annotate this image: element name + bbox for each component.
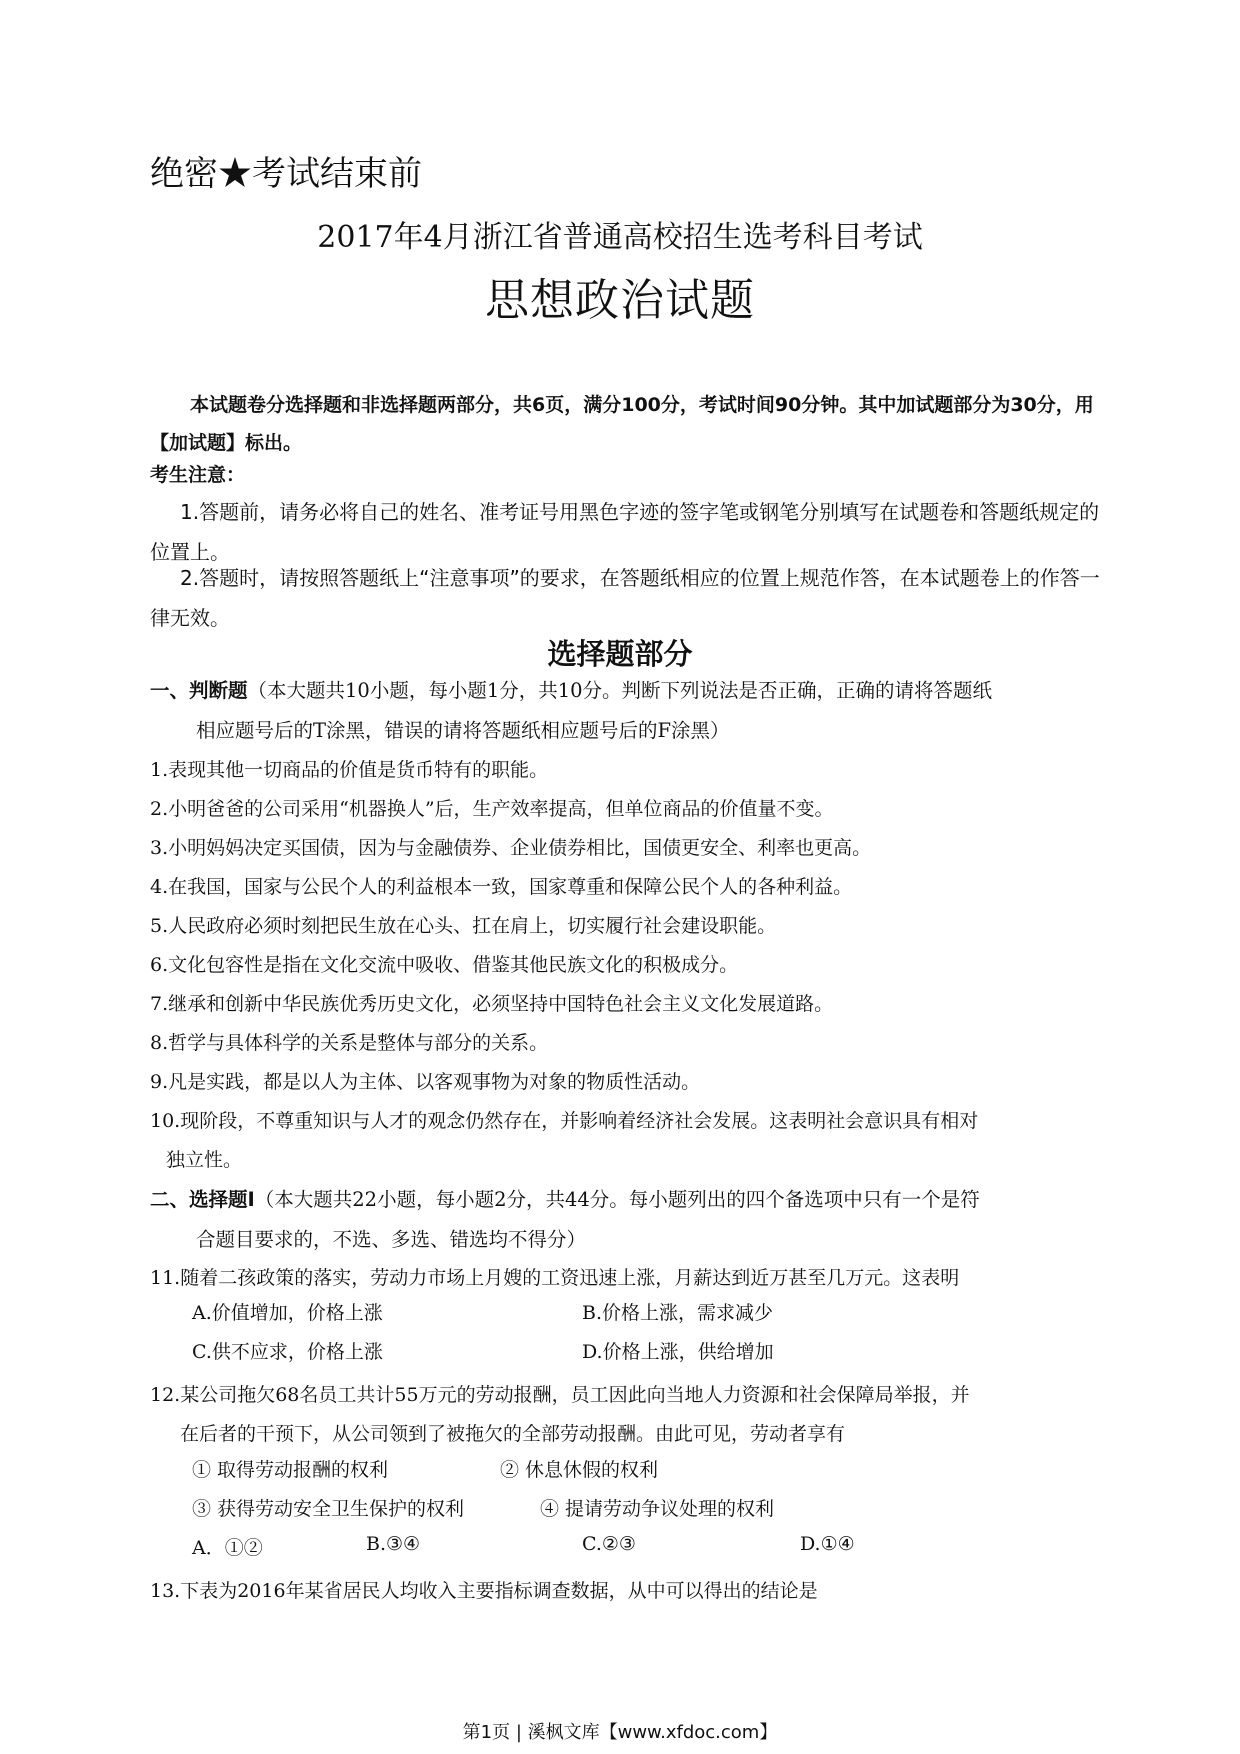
judgment-9: 9.凡是实践，都是以人为主体、以客观事物为对象的物质性活动。 xyxy=(150,1071,701,1093)
q12-item-3: ③ 获得劳动安全卫生保护的权利 xyxy=(192,1498,465,1520)
q12-option-d: D.①④ xyxy=(800,1533,855,1555)
q12-line1: 12.某公司拖欠68名员工共计55万元的劳动报酬，员工因此向当地人力资源和社会保障局举报，并 xyxy=(150,1384,970,1406)
secret-label: 绝密★考试结束前 xyxy=(150,154,422,194)
q11-stem: 11.随着二孩政策的落实，劳动力市场上月嫂的工资迅速上涨，月薪达到近万甚至几万元。这表明 xyxy=(150,1267,960,1289)
judgment-10 xyxy=(150,1102,1110,1180)
section-title: 选择题部分 xyxy=(547,637,693,671)
part2-label: 二、选择题Ⅰ xyxy=(150,1188,255,1211)
judgment-5: 5.人民政府必须时刻把民生放在心头、扛在肩上，切实履行社会建设职能。 xyxy=(150,915,777,937)
q11-option-b: B.价格上涨，需求减少 xyxy=(582,1302,774,1324)
part1-desc-line1: （本大题共10小题，每小题1分，共10分。判断下列说法是否正确，正确的请将答题纸 xyxy=(247,679,993,702)
q12-option-b: B.③④ xyxy=(366,1533,421,1555)
judgment-4: 4.在我国，国家与公民个人的利益根本一致，国家尊重和保障公民个人的各种利益。 xyxy=(150,876,853,898)
part2-header xyxy=(150,1180,1110,1260)
judgment-7: 7.继承和创新中华民族优秀历史文化，必须坚持中国特色社会主义文化发展道路。 xyxy=(150,993,834,1015)
exam-title: 2017年4月浙江省普通高校招生选考科目考试 xyxy=(317,220,923,255)
q11-option-a: A.价值增加，价格上涨 xyxy=(192,1302,383,1324)
q11-option-d: D.价格上涨，供给增加 xyxy=(582,1341,774,1363)
part1-desc-line2: 相应题号后的T涂黑，错误的请将答题纸相应题号后的F涂黑） xyxy=(196,719,730,742)
note-item-1: 1.答题前，请务必将自己的姓名、准考证号用黑色字迹的签字笔或钢笔分别填写在试题卷和答题纸规定的位置上。 xyxy=(150,500,1100,564)
q13-stem: 13.下表为2016年某省居民人均收入主要指标调查数据，从中可以得出的结论是 xyxy=(150,1580,818,1602)
judgment-2: 2.小明爸爸的公司采用“机器换人”后，生产效率提高，但单位商品的价值量不变。 xyxy=(150,798,834,820)
judgment-8: 8.哲学与具体科学的关系是整体与部分的关系。 xyxy=(150,1032,549,1054)
judgment-3: 3.小明妈妈决定买国债，因为与金融债券、企业债券相比，国债更安全、利率也更高。 xyxy=(150,837,872,859)
judgment-10-line1: 10.现阶段，不尊重知识与人才的观念仍然存在，并影响着经济社会发展。这表明社会意识具有相对 xyxy=(150,1110,979,1132)
q12-stem xyxy=(150,1376,1110,1454)
part2-desc-line1: （本大题共22小题，每小题2分，共44分。每小题列出的四个备选项中只有一个是符 xyxy=(254,1188,980,1211)
judgment-6: 6.文化包容性是指在文化交流中吸收、借鉴其他民族文化的积极成分。 xyxy=(150,954,739,976)
subject-title: 思想政治试题 xyxy=(485,275,755,326)
intro-paragraph xyxy=(150,386,1110,462)
intro-text: 本试题卷分选择题和非选择题两部分，共6页，满分100分，考试时间90分钟。其中加试题部分为30分，用【加试题】标出。 xyxy=(150,394,1094,454)
part1-label: 一、判断题 xyxy=(150,679,248,702)
q11-option-c: C.供不应求，价格上涨 xyxy=(192,1341,383,1363)
notes-heading: 考生注意： xyxy=(150,464,246,486)
q12-item-4: ④ 提请劳动争议处理的权利 xyxy=(540,1498,775,1520)
q12-item-2: ② 休息休假的权利 xyxy=(500,1459,659,1481)
part2-desc-line2: 合题目要求的，不选、多选、错选均不得分） xyxy=(196,1228,587,1251)
part1-header xyxy=(150,671,1110,751)
page-footer: 第1页 | 溪枫文库【www.xfdoc.com】 xyxy=(462,1722,778,1743)
judgment-10-line2: 独立性。 xyxy=(166,1149,243,1171)
note-item-2: 2.答题时，请按照答题纸上“注意事项”的要求，在答题纸相应的位置上规范作答，在本试题卷上的作答一律无效。 xyxy=(150,566,1100,630)
q12-option-a: A．①② xyxy=(192,1537,263,1559)
q12-line2: 在后者的干预下，从公司领到了被拖欠的全部劳动报酬。由此可见，劳动者享有 xyxy=(180,1423,846,1445)
q12-option-c: C.②③ xyxy=(582,1533,636,1555)
judgment-1: 1.表现其他一切商品的价值是货币特有的职能。 xyxy=(150,759,549,781)
q12-item-1: ① 取得劳动报酬的权利 xyxy=(192,1459,389,1481)
